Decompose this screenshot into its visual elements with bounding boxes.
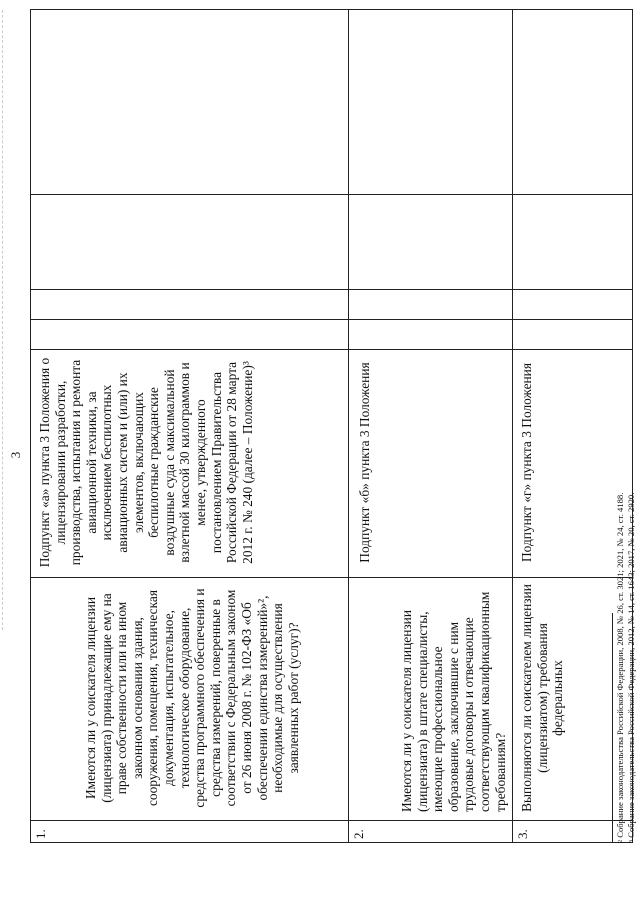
table-row <box>31 10 349 843</box>
footnote-separator <box>612 613 613 843</box>
answer-no-cell[interactable] <box>31 290 349 320</box>
reference-text: Подпункт «б» пункта 3 Положения <box>357 362 372 563</box>
footnote-text: Собрание законодательства Российской Федерации, 2012, № 14, ст. 1643; 2017, № 20, ст. 2920. <box>626 492 636 838</box>
answer-no-cell[interactable] <box>349 290 513 320</box>
footnote-mark: 3 <box>628 839 635 843</box>
reference-cell <box>349 350 513 578</box>
answer-yes-cell[interactable] <box>349 320 513 350</box>
footnote <box>626 493 637 843</box>
answer-na-cell[interactable] <box>349 195 513 290</box>
notes-cell[interactable] <box>349 10 513 195</box>
page-number: 3 <box>8 451 23 459</box>
question-text: Имеются ли у соискателя лицензии (лицензиата) в штате специалисты, имеющие профессиональное образование, заключившие с ним трудовые договоры и отвечающие соответствующим квалификационным требованиям? <box>399 591 508 812</box>
answer-na-cell[interactable] <box>31 195 349 290</box>
reference-text: Подпункт «а» пункта 3 Положения о лицензировании разработки, производства, испытания и ремонта авиационной техники, за исключением беспилотных авиационных систем и (или) их элементов, включающих беспилотные гражданские воздушные суда с максимальной взлетной массой 30 килограммов и менее, утвержденного постановлением Правительства Российской Федерации от 28 марта 2012 г. № 240 (далее – Положение)³ <box>37 357 255 568</box>
answer-yes-cell[interactable] <box>31 320 349 350</box>
table-row <box>349 10 513 843</box>
question-cell <box>349 578 513 821</box>
question-text: Выполняются ли соискателем лицензии (лицензиатом) требования федеральных <box>519 584 566 812</box>
footnote-mark: 2 <box>617 839 624 843</box>
footnote <box>615 493 626 843</box>
row-number: 2. <box>349 821 513 843</box>
reference-text: Подпункт «г» пункта 3 Положения <box>519 362 535 563</box>
footnotes <box>612 0 640 905</box>
reference-cell <box>31 350 349 578</box>
row-number: 3. <box>513 821 633 843</box>
question-cell <box>31 578 349 821</box>
notes-cell[interactable] <box>31 10 349 195</box>
question-text: Имеются ли у соискателя лицензии (лицензиата) принадлежащие ему на праве собственности или на ином законном основании здания, сооружения, помещения, техническая документация, испытательное, технологическое оборудование, средства программного обеспечения и средства измерений, поверенные в соответствии с Федеральным законом от 26 июня 2008 г. № 102-ФЗ «Об обеспечении единства измерений»², необходимые для осуществления заявленных работ (услуг)? <box>83 588 301 808</box>
requirements-table <box>30 9 633 843</box>
footnote-text: Собрание законодательства Российской Федерации, 2008, № 26, ст. 3021; 2021, № 24, ст. 4188. <box>615 492 625 838</box>
row-number: 1. <box>31 821 349 843</box>
